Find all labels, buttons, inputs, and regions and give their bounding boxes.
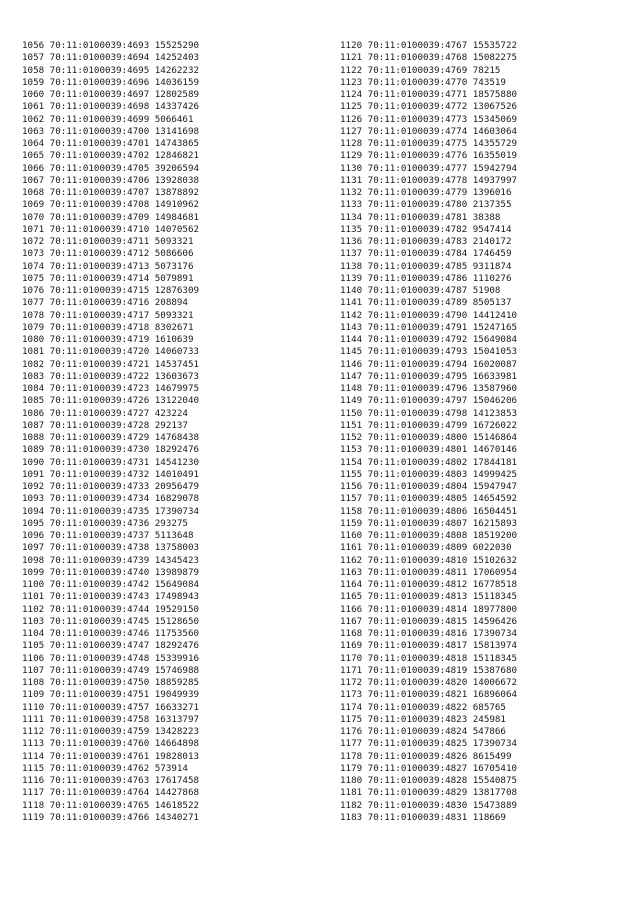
table-row: 1108 70:11:0100039:4750 18859285 bbox=[22, 677, 200, 688]
table-row: 1110 70:11:0100039:4757 16633271 bbox=[22, 701, 200, 713]
table-row: 1141 70:11:0100039:4789 8505137 bbox=[340, 297, 512, 309]
table-row: 1152 70:11:0100039:4800 15146864 bbox=[340, 432, 518, 443]
table-row: 1137 70:11:0100039:4784 1746459 bbox=[340, 248, 512, 260]
table-row: 1135 70:11:0100039:4782 9547414 bbox=[340, 223, 512, 235]
table-row: 1120 70:11:0100039:4767 15535722 bbox=[340, 40, 518, 51]
table-row: 1064 70:11:0100039:4701 14743865 bbox=[22, 138, 200, 149]
table-row: 1174 70:11:0100039:4822 685765 bbox=[340, 701, 506, 713]
table-row: 1156 70:11:0100039:4804 15947947 bbox=[340, 481, 518, 492]
table-row: 1149 70:11:0100039:4797 15046206 bbox=[340, 395, 518, 407]
table-row: 1063 70:11:0100039:4700 13141698 bbox=[22, 125, 200, 137]
table-row: 1078 70:11:0100039:4717 5093321 bbox=[22, 309, 194, 321]
table-row: 1091 70:11:0100039:4732 14010491 bbox=[22, 468, 200, 480]
table-row: 1067 70:11:0100039:4706 13928038 bbox=[22, 174, 200, 186]
table-row: 1180 70:11:0100039:4828 15540875 bbox=[340, 775, 518, 786]
table-row: 1175 70:11:0100039:4823 245981 bbox=[340, 713, 506, 725]
table-row: 1146 70:11:0100039:4794 16020087 bbox=[340, 358, 518, 370]
table-row: 1096 70:11:0100039:4737 5113648 bbox=[22, 530, 194, 541]
table-row: 1084 70:11:0100039:4723 14679975 bbox=[22, 383, 200, 394]
table-row: 1118 70:11:0100039:4765 14618522 bbox=[22, 799, 200, 811]
table-row: 1178 70:11:0100039:4826 8615499 bbox=[340, 750, 512, 762]
table-row: 1060 70:11:0100039:4697 12802589 bbox=[22, 89, 200, 100]
table-row: 1099 70:11:0100039:4740 13989879 bbox=[22, 566, 200, 578]
table-row: 1113 70:11:0100039:4760 14664898 bbox=[22, 738, 200, 750]
table-row: 1117 70:11:0100039:4764 14427868 bbox=[22, 787, 200, 799]
table-row: 1107 70:11:0100039:4749 15746988 bbox=[22, 664, 200, 676]
table-row: 1138 70:11:0100039:4785 9311874 bbox=[340, 260, 512, 272]
table-row: 1132 70:11:0100039:4779 1396016 bbox=[340, 187, 512, 198]
table-row: 1106 70:11:0100039:4748 15339916 bbox=[22, 652, 200, 664]
table-row: 1061 70:11:0100039:4698 14337426 bbox=[22, 101, 200, 113]
table-row: 1161 70:11:0100039:4809 6022030 bbox=[340, 542, 512, 554]
table-row: 1069 70:11:0100039:4708 14910962 bbox=[22, 199, 200, 211]
table-row: 1115 70:11:0100039:4762 573914 bbox=[22, 762, 188, 774]
table-row: 1088 70:11:0100039:4729 14768438 bbox=[22, 432, 200, 443]
table-row: 1066 70:11:0100039:4705 39206594 bbox=[22, 162, 200, 174]
table-row: 1179 70:11:0100039:4827 16705410 bbox=[340, 762, 518, 774]
table-row: 1143 70:11:0100039:4791 15247165 bbox=[340, 321, 518, 333]
table-row: 1102 70:11:0100039:4744 19529150 bbox=[22, 603, 200, 615]
table-row: 1166 70:11:0100039:4814 18977800 bbox=[340, 603, 518, 615]
table-row: 1071 70:11:0100039:4710 14070562 bbox=[22, 223, 200, 235]
table-row: 1114 70:11:0100039:4761 19828013 bbox=[22, 750, 200, 762]
table-row: 1093 70:11:0100039:4734 16829078 bbox=[22, 493, 200, 505]
left-column bbox=[22, 40, 199, 824]
table-row: 1181 70:11:0100039:4829 13817708 bbox=[340, 787, 518, 799]
table-row: 1171 70:11:0100039:4819 15387680 bbox=[340, 664, 518, 676]
table-row: 1165 70:11:0100039:4813 15118345 bbox=[340, 591, 518, 603]
table-row: 1059 70:11:0100039:4696 14036159 bbox=[22, 76, 200, 88]
table-row: 1076 70:11:0100039:4715 12876309 bbox=[22, 285, 200, 296]
table-row: 1182 70:11:0100039:4830 15473889 bbox=[340, 799, 518, 811]
table-row: 1068 70:11:0100039:4707 13878892 bbox=[22, 187, 200, 198]
table-row: 1065 70:11:0100039:4702 12846821 bbox=[22, 150, 200, 162]
table-row: 1139 70:11:0100039:4786 1110276 bbox=[340, 272, 512, 284]
table-row: 1070 70:11:0100039:4709 14984681 bbox=[22, 211, 200, 223]
table-row: 1170 70:11:0100039:4818 15118345 bbox=[340, 652, 518, 664]
table-row: 1062 70:11:0100039:4699 5066461 bbox=[22, 113, 194, 125]
table-row: 1130 70:11:0100039:4777 15942794 bbox=[340, 162, 518, 174]
table-row: 1098 70:11:0100039:4739 14345423 bbox=[22, 554, 200, 566]
table-row: 1176 70:11:0100039:4824 547866 bbox=[340, 726, 506, 737]
table-row: 1111 70:11:0100039:4758 16313797 bbox=[22, 713, 200, 725]
table-row: 1162 70:11:0100039:4810 15102632 bbox=[340, 554, 518, 566]
table-row: 1119 70:11:0100039:4766 14340271 bbox=[22, 811, 200, 823]
table-row: 1172 70:11:0100039:4820 14006672 bbox=[340, 677, 518, 688]
table-row: 1090 70:11:0100039:4731 14541230 bbox=[22, 456, 200, 468]
table-row: 1100 70:11:0100039:4742 15649084 bbox=[22, 579, 200, 590]
table-row: 1150 70:11:0100039:4798 14123853 bbox=[340, 407, 518, 419]
table-row: 1075 70:11:0100039:4714 5079891 bbox=[22, 272, 194, 284]
table-row: 1177 70:11:0100039:4825 17390734 bbox=[340, 738, 518, 750]
table-row: 1163 70:11:0100039:4811 17060954 bbox=[340, 566, 518, 578]
table-row: 1158 70:11:0100039:4806 16504451 bbox=[340, 505, 518, 517]
table-row: 1103 70:11:0100039:4745 15128650 bbox=[22, 615, 200, 627]
table-row: 1097 70:11:0100039:4738 13758003 bbox=[22, 542, 200, 554]
table-row: 1129 70:11:0100039:4776 16355019 bbox=[340, 150, 518, 162]
table-row: 1151 70:11:0100039:4799 16726022 bbox=[340, 419, 518, 431]
table-row: 1095 70:11:0100039:4736 293275 bbox=[22, 517, 188, 529]
table-row: 1080 70:11:0100039:4719 1610639 bbox=[22, 334, 194, 345]
table-row: 1183 70:11:0100039:4831 118669 bbox=[340, 811, 506, 823]
table-row: 1122 70:11:0100039:4769 78215 bbox=[340, 64, 501, 76]
table-row: 1087 70:11:0100039:4728 292137 bbox=[22, 419, 188, 431]
table-row: 1153 70:11:0100039:4801 14670146 bbox=[340, 444, 518, 456]
table-row: 1133 70:11:0100039:4780 2137355 bbox=[340, 199, 512, 211]
table-row: 1145 70:11:0100039:4793 15041053 bbox=[340, 346, 518, 358]
table-row: 1116 70:11:0100039:4763 17617458 bbox=[22, 775, 200, 786]
table-row: 1112 70:11:0100039:4759 13428223 bbox=[22, 726, 200, 737]
table-row: 1142 70:11:0100039:4790 14412410 bbox=[340, 309, 518, 321]
table-row: 1140 70:11:0100039:4787 51908 bbox=[340, 285, 501, 296]
table-row: 1082 70:11:0100039:4721 14537451 bbox=[22, 358, 200, 370]
right-column bbox=[340, 40, 517, 824]
table-row: 1128 70:11:0100039:4775 14355729 bbox=[340, 138, 518, 149]
table-row: 1089 70:11:0100039:4730 18292476 bbox=[22, 444, 200, 456]
table-row: 1056 70:11:0100039:4693 15525290 bbox=[22, 40, 200, 51]
table-row: 1160 70:11:0100039:4808 18519200 bbox=[340, 530, 518, 541]
table-row: 1125 70:11:0100039:4772 13067526 bbox=[340, 101, 518, 113]
table-row: 1101 70:11:0100039:4743 17498943 bbox=[22, 591, 200, 603]
table-row: 1079 70:11:0100039:4718 8302671 bbox=[22, 321, 194, 333]
table-row: 1144 70:11:0100039:4792 15649084 bbox=[340, 334, 518, 345]
table-row: 1104 70:11:0100039:4746 11753560 bbox=[22, 628, 200, 639]
table-row: 1134 70:11:0100039:4781 38388 bbox=[340, 211, 501, 223]
table-row: 1092 70:11:0100039:4733 20956479 bbox=[22, 481, 200, 492]
table-row: 1081 70:11:0100039:4720 14060733 bbox=[22, 346, 200, 358]
table-row: 1173 70:11:0100039:4821 16896064 bbox=[340, 689, 518, 701]
table-row: 1086 70:11:0100039:4727 423224 bbox=[22, 407, 188, 419]
table-row: 1127 70:11:0100039:4774 14603064 bbox=[340, 125, 518, 137]
table-row: 1058 70:11:0100039:4695 14262232 bbox=[22, 64, 200, 76]
table-row: 1168 70:11:0100039:4816 17390734 bbox=[340, 628, 518, 639]
table-row: 1085 70:11:0100039:4726 13122040 bbox=[22, 395, 200, 407]
table-row: 1167 70:11:0100039:4815 14596426 bbox=[340, 615, 518, 627]
table-row: 1123 70:11:0100039:4770 743519 bbox=[340, 76, 506, 88]
table-row: 1077 70:11:0100039:4716 208894 bbox=[22, 297, 188, 309]
table-row: 1131 70:11:0100039:4778 14937997 bbox=[340, 174, 518, 186]
table-row: 1124 70:11:0100039:4771 18575880 bbox=[340, 89, 518, 100]
table-row: 1109 70:11:0100039:4751 19049939 bbox=[22, 689, 200, 701]
table-row: 1147 70:11:0100039:4795 16633981 bbox=[340, 370, 518, 382]
table-row: 1057 70:11:0100039:4694 14252403 bbox=[22, 52, 200, 64]
table-row: 1105 70:11:0100039:4747 18292476 bbox=[22, 640, 200, 652]
table-row: 1155 70:11:0100039:4803 14999425 bbox=[340, 468, 518, 480]
table-row: 1148 70:11:0100039:4796 13587960 bbox=[340, 383, 518, 394]
table-row: 1136 70:11:0100039:4783 2140172 bbox=[340, 236, 512, 247]
table-row: 1094 70:11:0100039:4735 17390734 bbox=[22, 505, 200, 517]
table-row: 1072 70:11:0100039:4711 5093321 bbox=[22, 236, 194, 247]
table-row: 1073 70:11:0100039:4712 5086606 bbox=[22, 248, 194, 260]
table-row: 1074 70:11:0100039:4713 5073176 bbox=[22, 260, 194, 272]
table-row: 1159 70:11:0100039:4807 16215893 bbox=[340, 517, 518, 529]
table-row: 1121 70:11:0100039:4768 15082275 bbox=[340, 52, 518, 64]
table-row: 1154 70:11:0100039:4802 17844181 bbox=[340, 456, 518, 468]
table-row: 1164 70:11:0100039:4812 16778518 bbox=[340, 579, 518, 590]
table-row: 1083 70:11:0100039:4722 13603673 bbox=[22, 370, 200, 382]
table-row: 1126 70:11:0100039:4773 15345069 bbox=[340, 113, 518, 125]
table-row: 1169 70:11:0100039:4817 15813974 bbox=[340, 640, 518, 652]
table-row: 1157 70:11:0100039:4805 14654592 bbox=[340, 493, 518, 505]
